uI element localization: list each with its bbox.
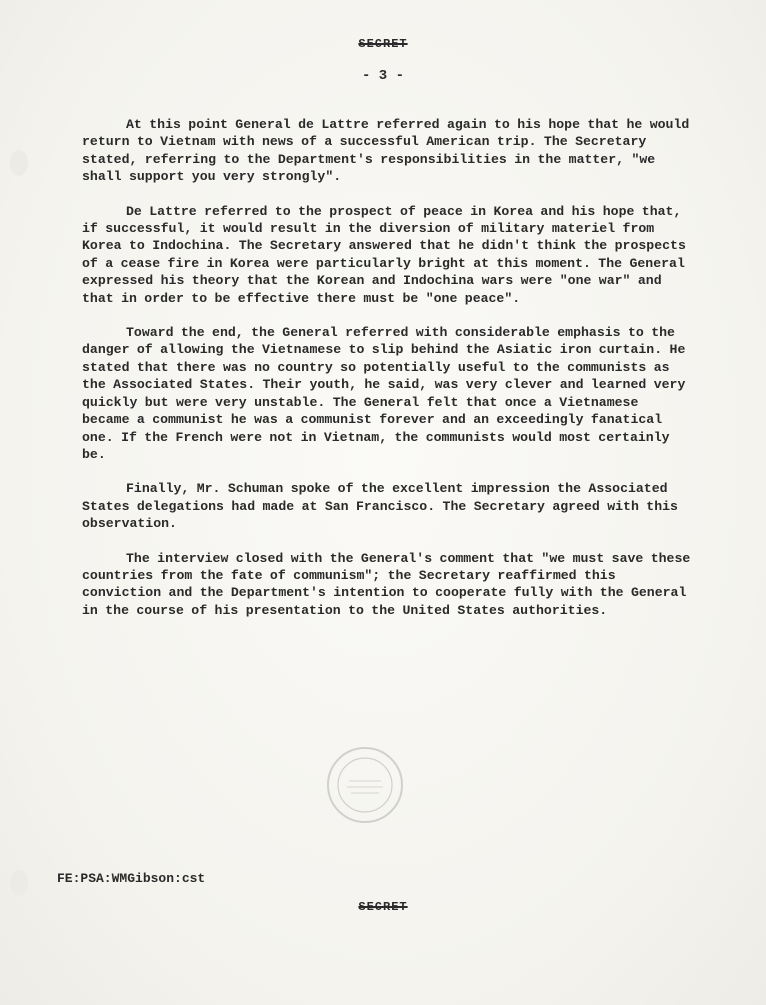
classification-marking: SECRET <box>358 900 408 914</box>
paragraph-2: De Lattre referred to the prospect of peace in Korea and his hope that, if successful, it would result in the diversion of military materiel from Korea to Indochina. The Secretary answered that he didn't think the prospects of a cease fire in Korea were particularly bright at this moment. The General expressed his theory that the Korean and Indochina wars were "one war" and that in order to be effective there must be "one peace". <box>82 203 686 306</box>
paragraph-4: Finally, Mr. Schuman spoke of the excellent impression the Associated States delegations had made at San Francisco. The Secretary agreed with this observation. <box>82 481 678 532</box>
paragraph-5: The interview closed with the General's comment that "we must save these countries from the fate of communism"; the Secretary reaffirmed this conviction and the Department's intention to cooperate fully with the General in the course of his presentation to the United States authorities. <box>82 550 691 618</box>
paragraph-1: At this point General de Lattre referred again to his hope that he would return to Vietnam with news of a successful American trip. The Secretary stated, referring to the Department's responsibilities in the matter, "we shall support you very strongly". <box>82 117 690 185</box>
paragraph-3: Toward the end, the General referred with considerable emphasis to the danger of allowing the Vietnamese to slip behind the Asiatic iron curtain. He stated that there was no country so potentially useful to the communists as the Associated States. Their youth, he said, was very clever and learned very quickly but were very unstable. The General felt that once a Vietnamese became a communist he was a communist forever and an exceedingly fanatical one. If the French were not in Vietnam, the communists would most certainly be. <box>82 325 686 462</box>
punch-hole <box>10 150 28 176</box>
page-number: - 3 - <box>361 68 404 84</box>
drafter-initials: FE:PSA:WMGibson:cst <box>57 871 206 886</box>
library-stamp-icon <box>325 745 405 825</box>
classification-marking: SECRET <box>358 37 408 51</box>
classification-header <box>0 37 766 51</box>
classification-footer <box>0 900 766 914</box>
memo-body <box>82 116 692 636</box>
punch-hole <box>10 870 28 896</box>
